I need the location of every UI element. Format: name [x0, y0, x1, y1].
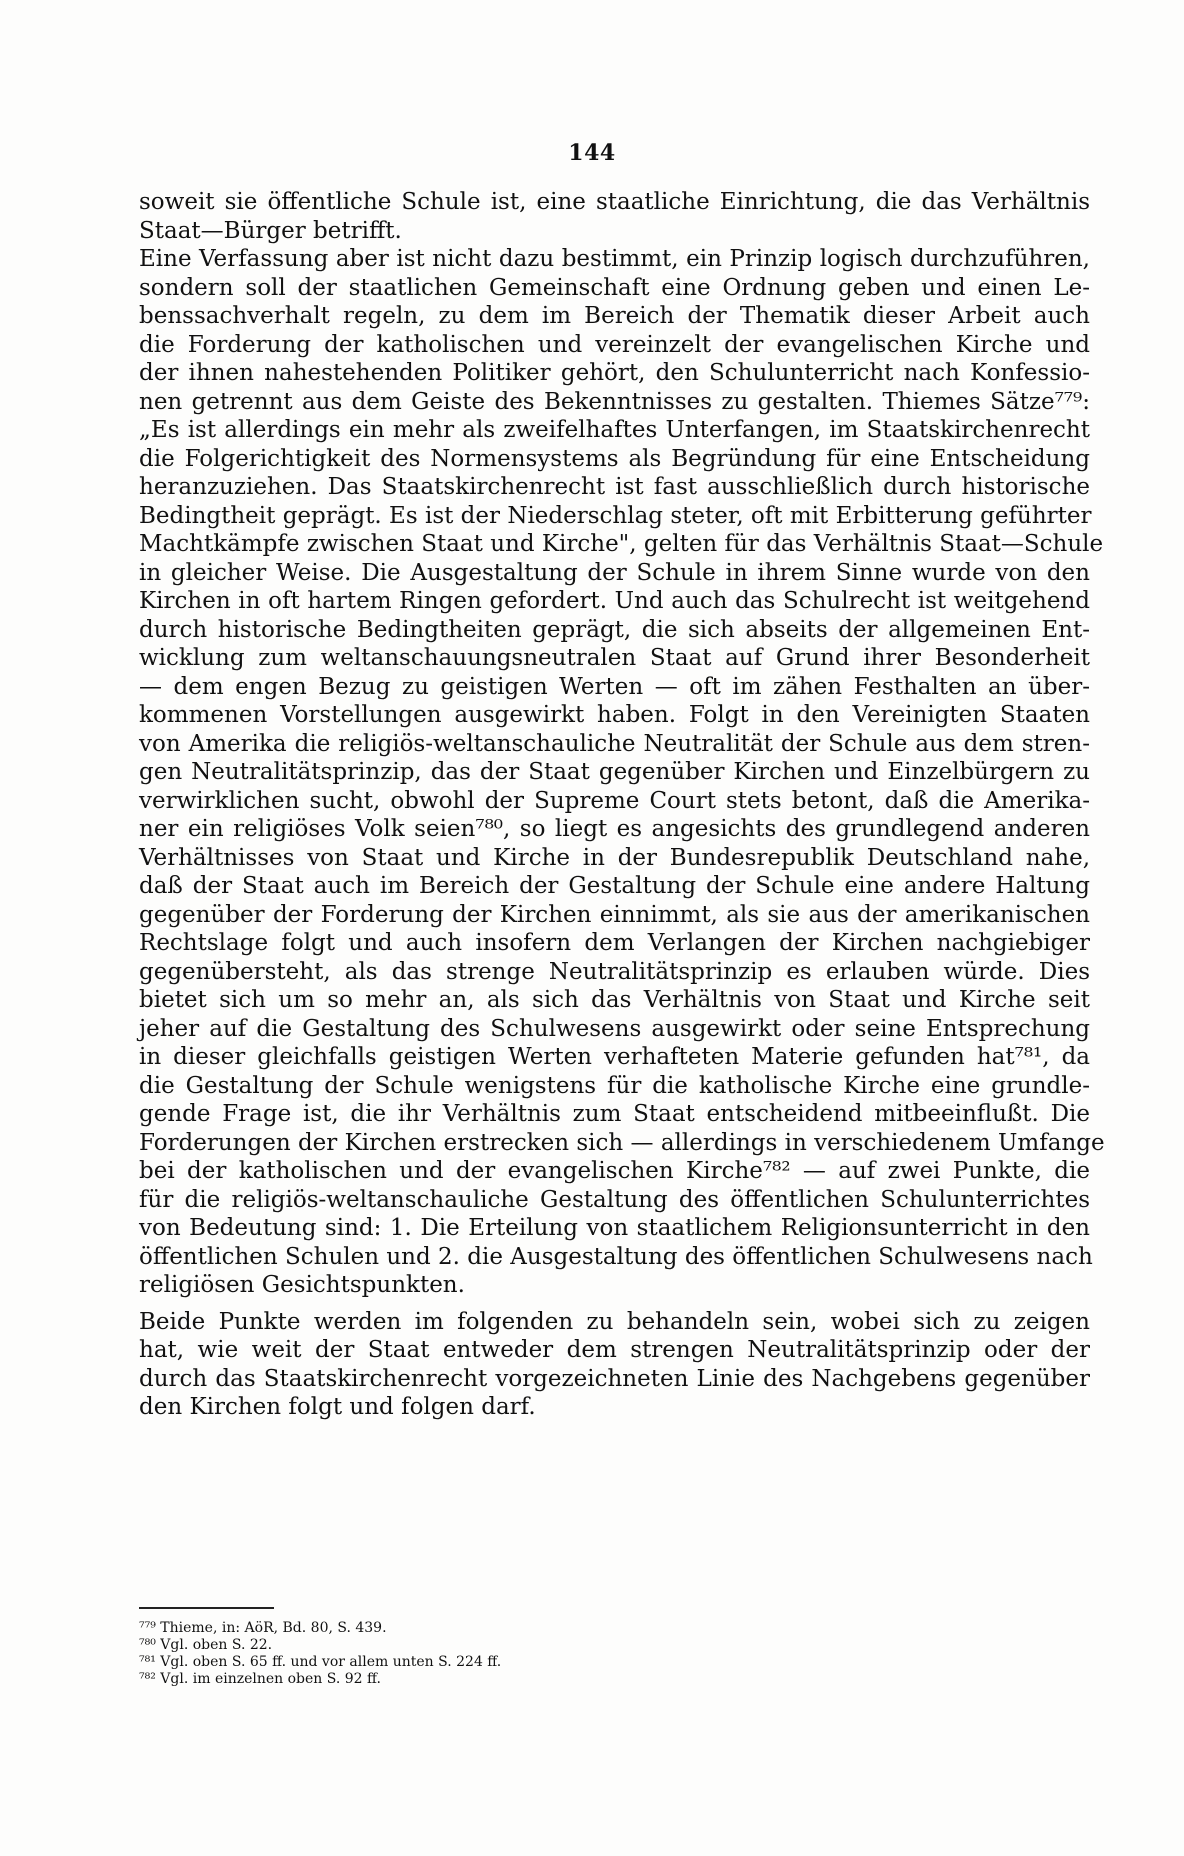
- text-line: Verhältnisses von Staat und Kirche in der Bundesrepublik Deutschland nahe,: [139, 844, 1090, 871]
- text-line: Beide Punkte werden im folgenden zu behandeln sein, wobei sich zu zeigen: [139, 1308, 1090, 1335]
- text-line: jeher auf die Gestaltung des Schulwesens ausgewirkt oder seine Entsprechung: [139, 1015, 1090, 1042]
- text-line: Forderungen der Kirchen erstrecken sich — allerdings in verschiedenem Umfange: [139, 1129, 1105, 1156]
- footnote: ⁷⁸² Vgl. im einzelnen oben S. 92 ff.: [139, 1671, 381, 1687]
- text-line: durch historische Bedingtheiten geprägt, die sich abseits der allgemeinen Ent-: [139, 616, 1090, 643]
- text-line: von Amerika die religiös-weltanschauliche Neutralität der Schule aus dem stren-: [139, 730, 1090, 757]
- footnotes: [139, 1620, 839, 1688]
- page-number: 144: [568, 140, 616, 166]
- text-line: in gleicher Weise. Die Ausgestaltung der Schule in ihrem Sinne wurde von den: [139, 559, 1090, 586]
- text-line: soweit sie öffentliche Schule ist, eine staatliche Einrichtung, die das Verhältnis: [139, 189, 1090, 215]
- text-line: „Es ist allerdings ein mehr als zweifelhaftes Unterfangen, im Staatskirchenrecht: [139, 417, 1090, 443]
- text-line: heranzuziehen. Das Staatskirchenrecht ist fast ausschließlich durch historische: [139, 474, 1090, 500]
- text-line: öffentlichen Schulen und 2. die Ausgestaltung des öffentlichen Schulwesens nach: [139, 1243, 1093, 1270]
- text-line: gegenübersteht, als das strenge Neutralitätsprinzip es erlauben würde. Dies: [139, 958, 1090, 985]
- text-line: gen Neutralitätsprinzip, das der Staat gegenüber Kirchen und Einzelbürgern zu: [139, 759, 1090, 785]
- text-line: wicklung zum weltanschauungsneutralen Staat auf Grund ihrer Besonderheit: [139, 645, 1090, 671]
- footnote-separator: [139, 1607, 274, 1609]
- text-line: verwirklichen sucht, obwohl der Supreme Court stets betont, daß die Amerika-: [139, 787, 1090, 814]
- text-line: bei der katholischen und der evangelischen Kirche⁷⁸² — auf zwei Punkte, die: [139, 1158, 1090, 1184]
- text-line: gegenüber der Forderung der Kirchen einnimmt, als sie aus der amerikanischen: [139, 901, 1090, 928]
- body-text: [139, 188, 1105, 1422]
- text-line: Rechtslage folgt und auch insofern dem Verlangen der Kirchen nachgiebiger: [139, 930, 1090, 956]
- text-line: ner ein religiöses Volk seien⁷⁸⁰, so liegt es angesichts des grundlegend anderen: [139, 816, 1090, 842]
- text-line: sondern soll der staatlichen Gemeinschaft eine Ordnung geben und einen Le-: [139, 274, 1090, 301]
- text-line: durch das Staatskirchenrecht vorgezeichneten Linie des Nachgebens gegenüber: [139, 1365, 1090, 1392]
- text-line: Bedingtheit geprägt. Es ist der Niederschlag steter, oft mit Erbitterung geführter: [139, 502, 1092, 529]
- text-line: in dieser gleichfalls geistigen Werten verhafteten Materie gefunden hat⁷⁸¹, da: [139, 1044, 1090, 1070]
- text-line: die Folgerichtigkeit des Normensystems als Begründung für eine Entscheidung: [139, 445, 1090, 472]
- text-line: bietet sich um so mehr an, als sich das Verhältnis von Staat und Kirche seit: [139, 987, 1090, 1013]
- text-line: nen getrennt aus dem Geiste des Bekenntnisses zu gestalten. Thiemes Sätze⁷⁷⁹:: [139, 388, 1090, 415]
- paragraph-gap: [139, 1300, 1090, 1308]
- text-line: die Gestaltung der Schule wenigstens für die katholische Kirche eine grundle-: [139, 1072, 1090, 1099]
- text-line: benssachverhalt regeln, zu dem im Bereich der Thematik dieser Arbeit auch: [139, 303, 1090, 329]
- footnote: ⁷⁷⁹ Thieme, in: AöR, Bd. 80, S. 439.: [139, 1620, 387, 1636]
- text-line: für die religiös-weltanschauliche Gestaltung des öffentlichen Schulunterrichtes: [139, 1186, 1090, 1213]
- text-line: — dem engen Bezug zu geistigen Werten — oft im zähen Festhalten an über-: [139, 673, 1090, 700]
- text-line: Eine Verfassung aber ist nicht dazu bestimmt, ein Prinzip logisch durchzuführen,: [139, 246, 1090, 272]
- text-line: daß der Staat auch im Bereich der Gestaltung der Schule eine andere Haltung: [139, 873, 1090, 899]
- text-line: religiösen Gesichtspunkten.: [139, 1272, 465, 1298]
- text-line: kommenen Vorstellungen ausgewirkt haben. Folgt in den Vereinigten Staaten: [139, 702, 1090, 728]
- text-line: von Bedeutung sind: 1. Die Erteilung von staatlichem Religionsunterricht in den: [139, 1215, 1090, 1241]
- text-line: Staat—Bürger betrifft.: [139, 217, 402, 244]
- text-line: Machtkämpfe zwischen Staat und Kirche", gelten für das Verhältnis Staat—Schule: [139, 531, 1104, 557]
- text-line: der ihnen nahestehenden Politiker gehört, den Schulunterricht nach Konfessio-: [139, 360, 1090, 386]
- text-line: die Forderung der katholischen und vereinzelt der evangelischen Kirche und: [139, 331, 1090, 358]
- text-line: gende Frage ist, die ihr Verhältnis zum Staat entscheidend mitbeeinflußt. Die: [139, 1101, 1090, 1127]
- footnote: ⁷⁸⁰ Vgl. oben S. 22.: [139, 1637, 273, 1653]
- text-line: hat, wie weit der Staat entweder dem strengen Neutralitätsprinzip oder der: [139, 1337, 1090, 1363]
- text-line: Kirchen in oft hartem Ringen gefordert. Und auch das Schulrecht ist weitgehend: [139, 588, 1090, 614]
- text-line: den Kirchen folgt und folgen darf.: [139, 1394, 536, 1420]
- footnote: ⁷⁸¹ Vgl. oben S. 65 ff. und vor allem unten S. 224 ff.: [139, 1654, 502, 1670]
